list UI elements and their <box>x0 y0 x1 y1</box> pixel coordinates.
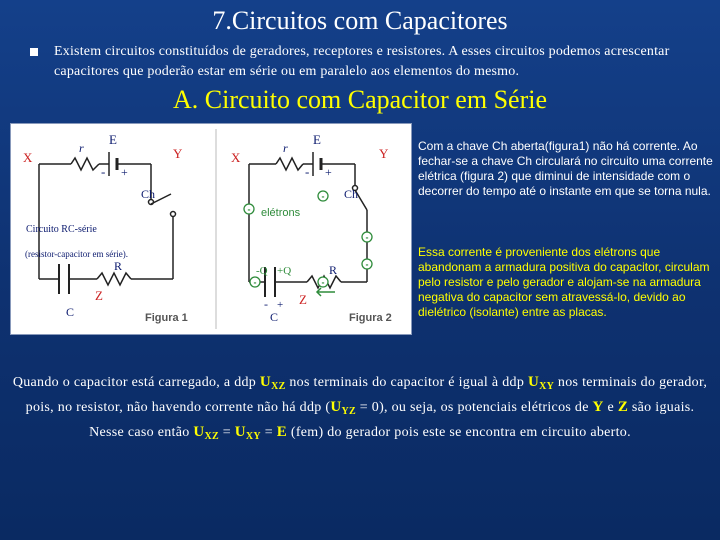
electron-sign: - <box>365 232 369 243</box>
electron-sign: - <box>321 191 325 202</box>
circuit-diagrams <box>11 124 411 334</box>
slide-title: 7.Circuitos com Capacitores <box>212 6 508 35</box>
fig2-label-x: X <box>231 150 241 165</box>
explanation-electron-flow: Essa corrente é proveniente dos elétrons que abandonam a armadura positiva do capacitor, circulam pelo resistor e pelo gerador e alojam-se na armadura negativa do capacitor sem atravessá-lo, devido ao dielétrico (isolante) entre as placas. <box>418 245 710 319</box>
fig1-label-y: Y <box>173 146 183 161</box>
fig2-label-ch: Ch <box>344 187 359 201</box>
bullet-square-icon <box>30 48 38 56</box>
fig2-label-cap-minus: - <box>264 297 268 311</box>
explanation-switch-open: Com a chave Ch aberta(figura1) não há corrente. Ao fechar-se a chave Ch circulará no circuito uma corrente elétrica (figura 2) que diminui de intensidade com o decorrer do tempo até o instante em que se torna nula. <box>418 139 713 198</box>
conclusion-paragraph: Quando o capacitor está carregado, a ddp $U_{XZ}$ nos terminais do capacitor é igual à ddp $U_{XY}$ nos terminais do gerador, pois, no resistor, não havendo corrente não há ddp $(U_{YZ} = 0)$, ou seja, os potenciais elétricos de Y e Z são iguais. Nesse caso então $U_{XZ} = U_{XY} = E$ (fem) do gerador pois este se encontra em circuito aberto. <box>12 374 708 442</box>
fig1-label-x: X <box>23 150 33 165</box>
fig1-resistor-R <box>97 273 131 285</box>
fig2-label-plus: + <box>325 165 332 179</box>
intro-paragraph: Existem circuitos constituídos de geradores, receptores e resistores. A esses circuitos podemos acrescentar capacitores que poderão estar em série ou em paralelo aos elementos do mesmo. <box>54 44 670 79</box>
fig1-label-minus: - <box>101 164 106 179</box>
fig2-label-y: Y <box>379 146 389 161</box>
fig2-label-minus: - <box>305 164 310 179</box>
fig1-label-e: E <box>109 132 117 147</box>
fig2-label-e: E <box>313 132 321 147</box>
electron-sign: - <box>321 277 325 288</box>
figure-1-labels <box>23 132 188 324</box>
electron-sign: - <box>365 259 369 270</box>
fig2-label-r: r <box>283 141 288 155</box>
figure-2-caption: Figura 2 <box>349 312 392 324</box>
fig2-label-minus-q: -Q <box>256 265 268 277</box>
fig2-label-resistor: R <box>329 263 338 277</box>
fig2-label-z: Z <box>299 292 307 307</box>
fig1-label-r: r <box>79 141 84 155</box>
fig1-label-c: C <box>66 305 75 319</box>
rc-series-description: (resistor-capacitor em série). <box>25 249 129 259</box>
fig1-label-z: Z <box>95 288 103 303</box>
fig1-label-plus: + <box>121 165 128 179</box>
electron-sign: - <box>253 277 257 288</box>
fig1-internal-resistor <box>71 158 99 170</box>
figure-1 <box>39 152 176 294</box>
section-subtitle: A. Circuito com Capacitor em Série <box>172 85 547 114</box>
eletrons-label: elétrons <box>261 207 301 219</box>
rc-series-label: Circuito RC-série <box>26 224 97 235</box>
fig2-label-cap-plus: + <box>277 299 284 311</box>
fig1-switch-contact-bottom <box>171 212 176 217</box>
fig2-label-plus-q: +Q <box>277 265 292 277</box>
figure-1-caption: Figura 1 <box>145 312 188 324</box>
fig2-label-c: C <box>270 310 279 324</box>
fig1-label-ch: Ch <box>141 187 156 201</box>
electron-sign: - <box>247 204 251 215</box>
fig1-label-resistor: R <box>114 259 123 273</box>
circuit-figure-panel <box>10 123 412 335</box>
fig2-internal-resistor <box>276 158 303 170</box>
